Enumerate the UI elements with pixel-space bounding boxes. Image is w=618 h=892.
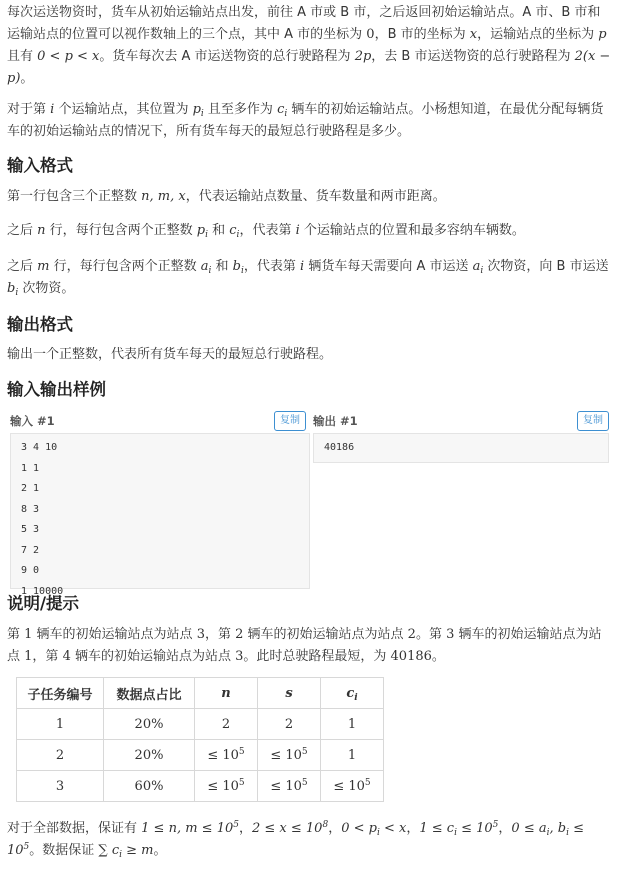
- text: ，运输站点的坐标为: [477, 27, 599, 42]
- text: 个运输站点的位置和最多容纳车辆数。: [299, 223, 525, 238]
- expr: < x: [379, 821, 407, 836]
- subscript: i: [200, 109, 204, 119]
- table-row: [17, 771, 384, 802]
- input-format-line-1: [7, 186, 446, 208]
- math: p: [598, 27, 607, 42]
- text: 和: [208, 223, 230, 238]
- var: c: [346, 685, 355, 701]
- table-cell: [195, 740, 258, 771]
- subscript: i: [205, 230, 208, 240]
- table-cell: 3: [17, 771, 104, 802]
- text: 之后: [7, 259, 38, 274]
- math: [7, 281, 18, 296]
- math: [341, 821, 406, 836]
- expr: ∑ c: [98, 843, 120, 858]
- math: 0: [366, 27, 375, 42]
- math: 3: [196, 627, 205, 642]
- output-format-heading: 输出格式: [7, 315, 73, 334]
- code-line: 3 4 10: [21, 442, 58, 453]
- subscript: i: [480, 266, 484, 276]
- sample-input-box: [10, 433, 310, 597]
- text: ，第: [204, 627, 236, 642]
- expr: 0 ≤: [511, 821, 535, 836]
- math: 2: [407, 627, 416, 642]
- table-cell: 60%: [104, 771, 195, 802]
- subscript: i: [354, 692, 358, 703]
- table-header-row: [17, 678, 384, 709]
- text: 辆货车每天需要向 A 市运送: [304, 259, 473, 274]
- value: ≤ 10: [333, 778, 365, 794]
- statement-paragraph-1: [7, 2, 611, 90]
- subscript: i: [236, 230, 240, 240]
- text: 。货车每次去 A 市运送物资的总行驶路程为: [99, 49, 355, 64]
- text: ，: [406, 821, 420, 836]
- math: [201, 259, 212, 274]
- text: 。: [431, 649, 445, 664]
- text: 行，每行包含两个正整数: [45, 223, 197, 238]
- text: ，B 市的坐标为: [374, 27, 470, 42]
- text: 行，每行包含两个正整数: [49, 259, 201, 274]
- subscript: i: [119, 850, 123, 860]
- text: 对于第: [7, 102, 51, 117]
- value: ≤ 10: [270, 778, 302, 794]
- input-format-line-2: [7, 220, 525, 242]
- var: p: [196, 223, 206, 238]
- table-header: n: [195, 678, 258, 709]
- text: 。此时总驶路程最短，为: [243, 649, 391, 664]
- math: 1: [24, 649, 33, 664]
- value: ≤ 10: [207, 778, 239, 794]
- table-cell: 20%: [104, 740, 195, 771]
- notes-heading: 说明/提示: [7, 594, 80, 613]
- text: ，去 B 市运送物资的总行驶路程为: [371, 49, 575, 64]
- var: p: [192, 102, 201, 117]
- math: 3: [235, 649, 244, 664]
- text: ，: [498, 821, 512, 836]
- table-cell: 1: [321, 740, 384, 771]
- math: x: [469, 27, 478, 42]
- code-line: 5 3: [21, 524, 40, 535]
- subscript: i: [15, 288, 19, 298]
- text: 第: [7, 627, 25, 642]
- math: n: [37, 223, 46, 238]
- table-header: 数据点占比: [104, 678, 195, 709]
- math: [193, 102, 204, 117]
- math: [277, 102, 287, 117]
- text: ，代表运输站点数量、货车数量和两市距离。: [185, 189, 446, 204]
- math: [473, 259, 484, 274]
- text: 辆车的初始运输站点。小杨想知道，在最优分配每辆货车的初始运输站点的情况下，所有货车每天的最短总行驶路程是多少。: [7, 102, 604, 139]
- math: 3: [446, 627, 455, 642]
- code-line: 1 1: [21, 462, 40, 474]
- text: 第一行包含三个正整数: [7, 189, 142, 204]
- var: c: [277, 102, 285, 117]
- math: m: [37, 259, 50, 274]
- table-cell: [321, 771, 384, 802]
- code-line: 7 2: [21, 544, 40, 556]
- subscript: i: [240, 266, 244, 276]
- table-cell: [258, 771, 321, 802]
- sample-output-box: [313, 433, 609, 463]
- table-row: [17, 709, 384, 740]
- text: 每次运送物资时，货车从初始运输站点出发，前往 A 市或 B 市，之后返回初始运输站点。A 市、B 市和运输站点的位置可以视作数轴上的三个点，其中 A 市的坐标为: [7, 5, 601, 42]
- text: ，代表第: [239, 223, 296, 238]
- exponent: 5: [238, 777, 245, 788]
- var: a: [472, 259, 481, 274]
- math: [98, 843, 153, 858]
- subscript: i: [284, 109, 288, 119]
- statement-paragraph-2: [7, 99, 611, 143]
- math: [197, 223, 208, 238]
- input-format-line-3: [7, 256, 611, 300]
- text: 。数据保证: [29, 843, 99, 858]
- exponent: 5: [301, 746, 308, 757]
- subscript: i: [376, 828, 380, 838]
- text: 次物资。: [18, 281, 75, 296]
- text: 。: [153, 843, 167, 858]
- math: 1: [24, 627, 33, 642]
- text: 辆车的初始运输站点为站点: [32, 627, 197, 642]
- math: 4: [62, 649, 71, 664]
- expr: ≤ 10: [7, 821, 585, 858]
- constraints-paragraph: [7, 818, 611, 862]
- subscript: i: [546, 828, 550, 838]
- input-format-heading: 输入格式: [7, 156, 73, 175]
- sample-output-title: 输出 #1: [313, 414, 358, 428]
- subscript: i: [454, 828, 457, 838]
- var: b: [7, 281, 16, 296]
- table-header: 子任务编号: [17, 678, 104, 709]
- math: [141, 821, 239, 836]
- text: ，代表第: [243, 259, 301, 274]
- text: 次物资，向 B 市运送: [483, 259, 609, 274]
- subtask-table: [16, 677, 384, 802]
- math: 0 < p < x: [37, 49, 100, 64]
- math: n, m, x: [141, 189, 186, 204]
- table-cell: [258, 740, 321, 771]
- copy-input-button[interactable]: 复制: [274, 411, 306, 431]
- expr: 2 ≤ x ≤ 10: [251, 821, 323, 836]
- var: a: [200, 259, 209, 274]
- table-row: [17, 740, 384, 771]
- text: 且至多作为: [203, 102, 278, 117]
- text: 且有: [7, 49, 38, 64]
- math: 2: [235, 627, 244, 642]
- table-cell: [195, 771, 258, 802]
- output-format-text: 输出一个正整数，代表所有货车每天的最短总行驶路程。: [7, 347, 333, 362]
- table-cell: 2: [17, 740, 104, 771]
- text: 辆车的初始运输站点为站点: [243, 627, 408, 642]
- copy-output-button[interactable]: 复制: [577, 411, 609, 431]
- expr: 0 < p: [341, 821, 377, 836]
- text: 之后: [7, 223, 38, 238]
- text: 对于全部数据，保证有: [7, 821, 142, 836]
- math: [229, 223, 239, 238]
- text: 辆车的初始运输站点为站点: [70, 649, 236, 664]
- math: [233, 259, 244, 274]
- expr: ≤ 10: [456, 821, 493, 836]
- text: 个运输站点，其位置为: [54, 102, 193, 117]
- sample-input-title: 输入 #1: [10, 414, 55, 428]
- math: [252, 821, 328, 836]
- math: i: [300, 259, 305, 274]
- exponent: 5: [301, 777, 308, 788]
- text: 。第: [415, 627, 447, 642]
- table-cell: 1: [321, 709, 384, 740]
- math: [419, 821, 498, 836]
- expr: 1 ≤ c: [419, 821, 455, 836]
- expr: a: [538, 821, 547, 836]
- text: ，: [328, 821, 342, 836]
- var: c: [229, 223, 237, 238]
- expr: ≥ m: [122, 843, 154, 858]
- var: b: [232, 259, 241, 274]
- exponent: 5: [492, 820, 499, 830]
- exponent: 5: [23, 842, 30, 852]
- value: ≤ 10: [270, 747, 302, 763]
- code-line: 40186: [324, 442, 355, 453]
- exponent: 5: [238, 746, 245, 757]
- code-line: 8 3: [21, 503, 40, 515]
- math: i: [295, 223, 300, 238]
- code-line: 1 10000: [21, 585, 64, 597]
- expr: , b: [549, 821, 567, 836]
- text: ，第: [32, 649, 63, 664]
- expr: 1 ≤ n, m ≤ 10: [141, 821, 234, 836]
- table-cell: 1: [17, 709, 104, 740]
- code-line: 9 0: [21, 565, 40, 576]
- text: ，: [238, 821, 252, 836]
- exponent: 5: [364, 777, 371, 788]
- value: ≤ 10: [207, 747, 239, 763]
- math: 40186: [390, 649, 432, 664]
- math: 2p: [354, 49, 372, 64]
- subscript: i: [208, 266, 212, 276]
- code-line: 2 1: [21, 483, 40, 494]
- math: 2(x − p): [7, 49, 611, 86]
- table-cell: 2: [195, 709, 258, 740]
- table-cell: 2: [258, 709, 321, 740]
- text: 辆车的初始运输站点为站点: [7, 627, 602, 664]
- notes-paragraph: [7, 624, 611, 668]
- text: 。: [20, 71, 34, 86]
- subscript: i: [566, 828, 569, 838]
- table-header: s: [258, 678, 321, 709]
- table-header: [321, 678, 384, 709]
- math: i: [50, 102, 55, 117]
- exponent: 5: [233, 820, 239, 830]
- table-cell: 20%: [104, 709, 195, 740]
- samples-heading: 输入输出样例: [7, 380, 106, 399]
- text: 和: [211, 259, 233, 274]
- exponent: 8: [322, 820, 329, 830]
